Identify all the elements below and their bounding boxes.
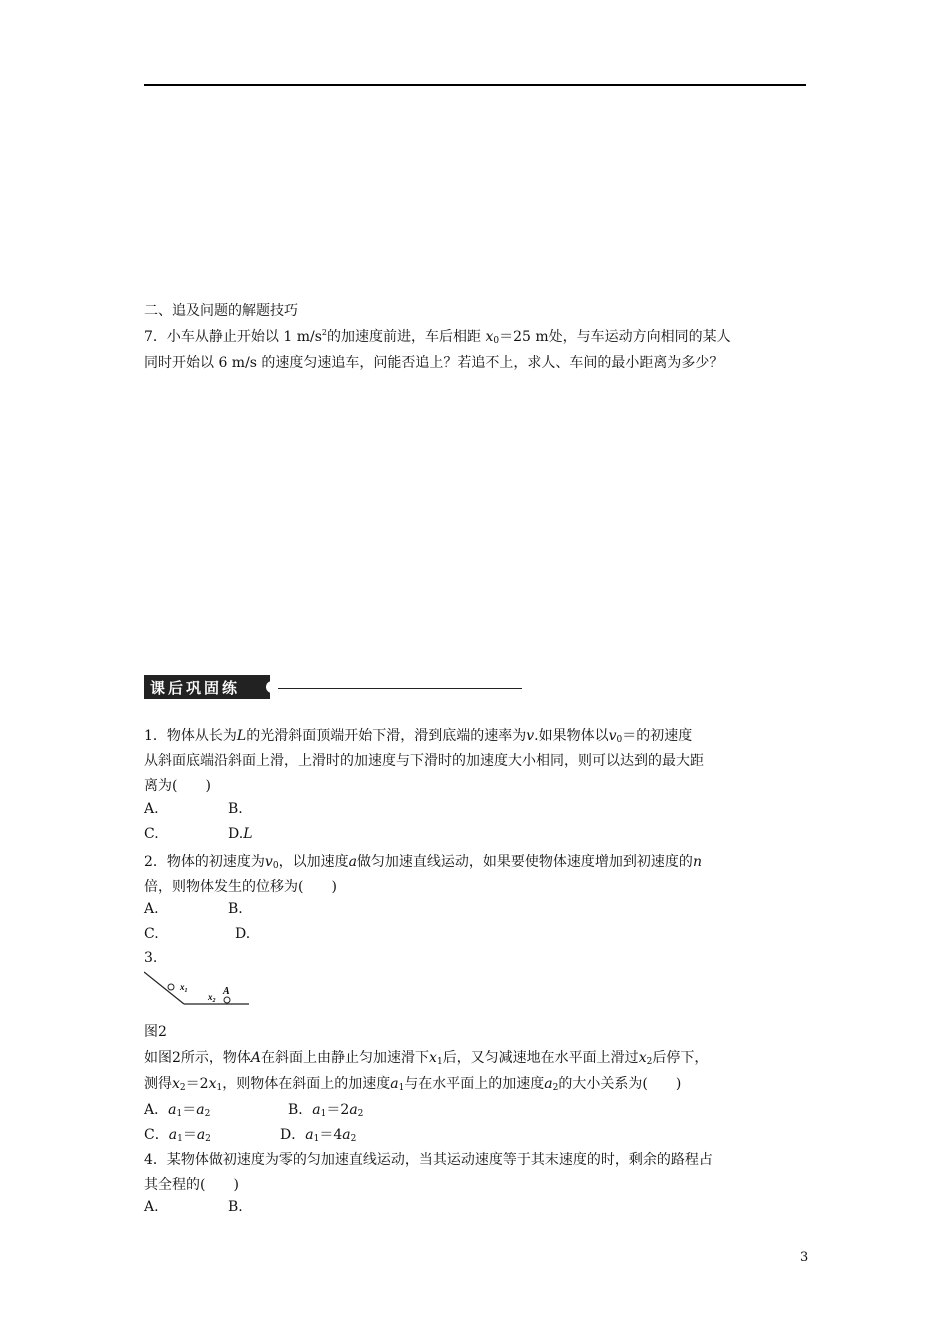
header-rule: [144, 84, 806, 86]
fig-label-x1: $x_1$: [180, 982, 188, 994]
q3-option-c: C．$a_1=a_2$: [144, 1127, 211, 1144]
q4-option-a: A.: [144, 1199, 159, 1215]
banner-title: 课后巩固练: [150, 679, 241, 697]
q3-line1: 如图2所示，物体A在斜面上由静止匀加速滑下$x_1$后，又匀减速地在水平面上滑过$x_2$后停下，: [144, 1050, 709, 1067]
q1-line1: 1．物体从长为L的光滑斜面顶端开始下滑，滑到底端的速率为v.如果物体以$v_0=$的初速度: [144, 728, 693, 745]
q3-option-d: D．$a_1=4a_2$: [280, 1127, 357, 1144]
q1-line2: 从斜面底端沿斜面上滑，上滑时的加速度与下滑时的加速度大小相同，则可以达到的最大距: [144, 753, 704, 769]
q2-line1: 2．物体的初速度为$v_0$，以加速度a做匀加速直线运动，如果要使物体速度增加到初速度的n: [144, 854, 702, 871]
q4-line2: 其全程的( ): [144, 1177, 239, 1193]
q2-option-b: B.: [228, 901, 243, 917]
q4-option-b: B.: [228, 1199, 243, 1215]
object-on-ground-icon: [224, 997, 230, 1003]
section-heading: 二、追及问题的解题技巧: [144, 303, 298, 319]
banner-dot-icon: [266, 681, 278, 693]
q3-line2: 测得$x_2=2x_1$，则物体在斜面上的加速度$a_1$与在水平面上的加速度$a_2$的大小关系为( ): [144, 1076, 682, 1093]
q1-option-b: B.: [228, 801, 243, 817]
q7-line2: 同时开始以 6 m/s 的速度匀速追车，问能否追上？若追不上，求人、车间的最小距离为多少？: [144, 355, 724, 371]
q2-line2: 倍，则物体发生的位移为( ): [144, 879, 337, 895]
incline-slope: [144, 972, 184, 1004]
q3-number: 3.: [144, 950, 158, 966]
object-on-slope-icon: [168, 984, 174, 990]
q2-option-a: A.: [144, 901, 159, 917]
q3-option-b: B．$a_1=2a_2$: [288, 1102, 364, 1119]
section-banner: [144, 675, 280, 699]
q1-line3: 离为( ): [144, 778, 211, 794]
q7-line1: 7．小车从静止开始以 1 $m/s^2$的加速度前进，车后相距 $x_0=25$ m处，与车运动方向相同的某人: [144, 328, 731, 346]
banner-rule: [278, 688, 522, 689]
page-number: 3: [800, 1250, 809, 1265]
q2-option-c: C.: [144, 926, 159, 942]
q1-option-a: A.: [144, 801, 159, 817]
fig-label-x2: $x_2$: [208, 992, 216, 1004]
incline-figure: [144, 970, 254, 1010]
fig-label-a: A: [223, 986, 230, 997]
q3-option-a: A．$a_1=a_2$: [144, 1102, 211, 1119]
q1-option-d: D.L: [228, 826, 253, 842]
q1-option-c: C.: [144, 826, 159, 842]
q2-option-d: D.: [235, 926, 251, 942]
q4-line1: 4．某物体做初速度为零的匀加速直线运动，当其运动速度等于其末速度的时，剩余的路程占: [144, 1152, 713, 1168]
figure-caption: 图2: [144, 1024, 167, 1040]
